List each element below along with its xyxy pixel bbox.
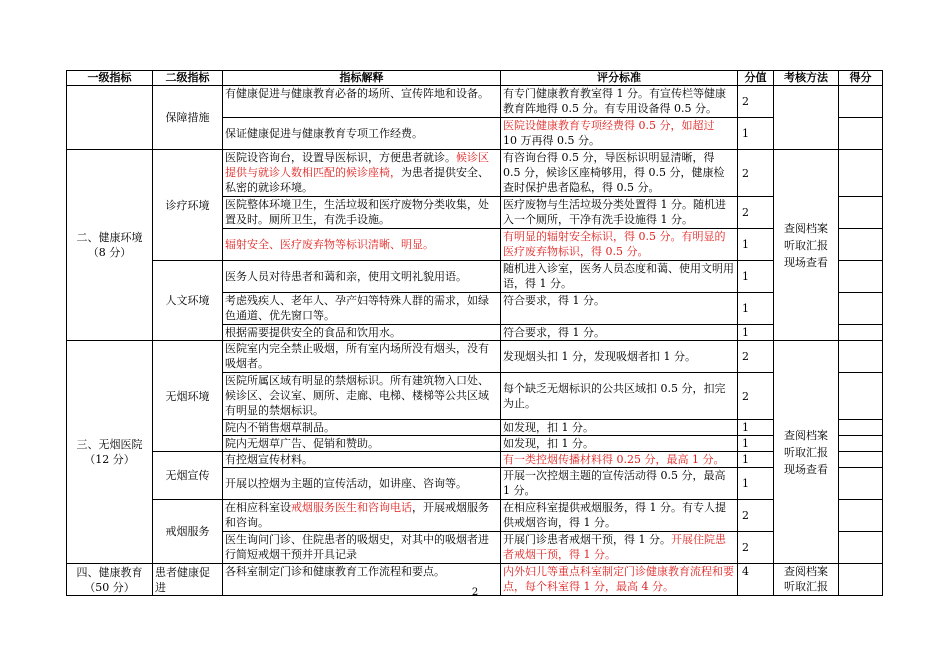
explanation-cell: 保证健康促进与健康教育专项工作经费。: [223, 118, 501, 150]
standard-cell: 发现烟头扣 1 分，发现吸烟者扣 1 分。: [501, 341, 738, 373]
explanation-highlight: 辐射安全、医疗废弃物等标识清晰、明显。: [225, 238, 434, 251]
level2-cell: 保障措施: [153, 86, 223, 150]
result-cell: [839, 293, 883, 325]
result-cell: [839, 373, 883, 420]
result-cell: [839, 341, 883, 373]
header-explanation: 指标解释: [223, 71, 501, 86]
score-cell: 1: [738, 468, 774, 500]
method-line: 现场查看: [784, 462, 828, 476]
standard-highlight: 医院设健康教育专项经费得 0.5 分，如超过: [503, 119, 715, 132]
level1-points: （50 分）: [84, 580, 135, 594]
standard-highlight: 开展住院患者戒烟干预，得 1 分。: [503, 533, 726, 561]
level1-points: （12 分）: [84, 453, 135, 466]
level2-cell: 戒烟服务: [153, 500, 223, 564]
score-cell: 2: [738, 150, 774, 197]
score-cell: 2: [738, 532, 774, 564]
standard-text: 10 万再得 0.5 分。: [503, 134, 600, 147]
level1-cell: [67, 150, 153, 341]
score-cell: 4: [738, 564, 774, 596]
method-line: 听取汇报: [784, 445, 828, 459]
standard-highlight: 内外妇儿等重点科室制定门诊健康教育流程和要点，每个科室得 1 分，最高 4 分。: [503, 565, 734, 593]
page-number: 2: [471, 587, 479, 598]
method-line: 听取汇报: [784, 580, 828, 593]
explanation-cell: 有健康促进与健康教育必备的场所、宣传阵地和设备。: [223, 86, 501, 118]
header-result: 得分: [839, 71, 883, 86]
explanation-cell: 开展以控烟为主题的宣传活动，如讲座、咨询等。: [223, 468, 501, 500]
standard-cell: 随机进入诊室，医务人员态度和蔼、使用文明用语，得 1 分。: [501, 261, 738, 293]
standard-cell: 如发现，扣 1 分。: [501, 420, 738, 436]
score-cell: 2: [738, 373, 774, 420]
score-cell: 2: [738, 500, 774, 532]
explanation-cell: 有控烟宣传材料。: [223, 452, 501, 468]
result-cell: [839, 197, 883, 229]
table-row: [67, 341, 883, 373]
explanation-text-tail: ，开展戒烟服务和咨询。: [225, 501, 489, 529]
method-cell: [774, 341, 839, 564]
explanation-cell: [223, 500, 501, 532]
standard-cell: 开展一次控烟主题的宣传活动得 0.5 分，最高 1 分。: [501, 468, 738, 500]
explanation-text: 在相应科室设: [225, 501, 291, 514]
standard-cell: [501, 229, 738, 261]
explanation-cell: 医院所属区域有明显的禁烟标识。所有建筑物入口处、候诊区、会议室、厕所、走廊、电梯、楼梯等公共区域有明显的禁烟标识。: [223, 373, 501, 420]
standard-cell: 医疗废物与生活垃圾分类处置得 1 分。随机进入一个厕所，干净有洗手设施得 1 分。: [501, 197, 738, 229]
method-line: 现场查看: [784, 255, 828, 269]
table-row: [67, 86, 883, 118]
result-cell: [839, 532, 883, 564]
level2-cell: 患者健康促进: [153, 564, 223, 596]
explanation-cell: 医务人员对待患者和蔼和亲，使用文明礼貌用语。: [223, 261, 501, 293]
result-cell: [839, 420, 883, 436]
standard-cell: 有专门健康教育教室得 1 分。有宣传栏等健康教育阵地得 0.5 分。有专用设备得 0.5 分。: [501, 86, 738, 118]
explanation-cell: 医院整体环境卫生，生活垃圾和医疗废物分类收集，处置及时。厕所卫生，有洗手设施。: [223, 197, 501, 229]
explanation-cell: [223, 150, 501, 197]
level2-cell: 人文环境: [153, 261, 223, 341]
explanation-cell: 医生询问门诊、住院患者的吸烟史，对其中的吸烟者进行简短戒烟干预并开具记录: [223, 532, 501, 564]
header-level1: 一级指标: [67, 71, 153, 86]
level2-cell: 诊疗环境: [153, 150, 223, 261]
score-cell: 1: [738, 261, 774, 293]
standard-cell: [501, 532, 738, 564]
result-cell: [839, 150, 883, 197]
evaluation-table: [66, 70, 883, 596]
result-cell: [839, 325, 883, 341]
table-row: [67, 150, 883, 197]
standard-cell: 在相应科室提供戒烟服务，得 1 分。有专人提供戒烟咨询，得 1 分。: [501, 500, 738, 532]
result-cell: [839, 452, 883, 468]
standard-cell: 符合要求，得 1 分。: [501, 325, 738, 341]
explanation-highlight: 候诊区提供与就诊人数相匹配的候诊座椅，: [225, 151, 489, 179]
result-cell: [839, 86, 883, 118]
explanation-cell: 考虑残疾人、老年人、孕产妇等特殊人群的需求，如绿色通道、优先窗口等。: [223, 293, 501, 325]
score-cell: 1: [738, 325, 774, 341]
method-line: 查阅档案: [784, 428, 828, 442]
header-method: 考核方法: [774, 71, 839, 86]
explanation-cell: 各科室制定门诊和健康教育工作流程和要点。: [223, 564, 501, 596]
method-cell: [774, 86, 839, 150]
result-cell: [839, 261, 883, 293]
explanation-cell: 根据需要提供安全的食品和饮用水。: [223, 325, 501, 341]
standard-text: 开展门诊患者戒烟干预，得 1 分。: [503, 533, 671, 546]
level1-label: 二、健康环境: [76, 231, 143, 244]
header-score: 分值: [738, 71, 774, 86]
method-line: 查阅档案: [784, 565, 828, 578]
result-cell: [839, 436, 883, 452]
explanation-text: 医院设咨询台，设置导医标识，方便患者就诊。: [225, 151, 456, 164]
method-cell: [774, 150, 839, 341]
explanation-highlight: 戒烟服务医生和咨询电话: [291, 501, 412, 514]
level1-points: （8 分）: [87, 246, 132, 259]
explanation-cell: 医院室内完全禁止吸烟，所有室内场所没有烟头，没有吸烟者。: [223, 341, 501, 373]
level1-cell: [67, 341, 153, 564]
score-cell: 2: [738, 197, 774, 229]
level1-label: 四、健康教育: [76, 565, 143, 579]
standard-highlight: 有明显的辐射安全标识，得 0.5 分。有明显的医疗废弃物标识，得 0.5 分。: [503, 230, 726, 258]
explanation-cell: 院内不销售烟草制品。: [223, 420, 501, 436]
standard-highlight: 有一类控烟传播材料得 0.25 分，最高 1 分。: [503, 453, 725, 466]
score-cell: 1: [738, 118, 774, 150]
header-level2: 二级指标: [153, 71, 223, 86]
standard-cell: 符合要求，得 1 分。: [501, 293, 738, 325]
explanation-cell: [223, 229, 501, 261]
standard-cell: 如发现，扣 1 分。: [501, 436, 738, 452]
score-cell: 2: [738, 341, 774, 373]
result-cell: [839, 500, 883, 532]
table-header-row: [67, 71, 883, 86]
explanation-cell: 院内无烟草广告、促销和赞助。: [223, 436, 501, 452]
score-cell: 2: [738, 86, 774, 118]
result-cell: [839, 229, 883, 261]
method-line: 查阅档案: [784, 221, 828, 235]
method-line: 听取汇报: [784, 238, 828, 252]
score-cell: 1: [738, 229, 774, 261]
explanation-text-tail: 为患者提供安全、私密的就诊环境。: [225, 166, 489, 194]
score-cell: 1: [738, 420, 774, 436]
score-cell: 1: [738, 436, 774, 452]
standard-cell: [501, 118, 738, 150]
score-cell: 1: [738, 452, 774, 468]
table-row: [67, 261, 883, 293]
score-cell: 1: [738, 293, 774, 325]
table-row: [67, 452, 883, 468]
result-cell: [839, 118, 883, 150]
level2-cell: 无烟环境: [153, 341, 223, 452]
header-standard: 评分标准: [501, 71, 738, 86]
standard-cell: 每个缺乏无烟标识的公共区域扣 0.5 分，扣完为止。: [501, 373, 738, 420]
table-row: [67, 500, 883, 532]
level1-cell: [67, 86, 153, 150]
standard-cell: 有咨询台得 0.5 分，导医标识明显清晰，得 0.5 分，候诊区座椅够用，得 0.5 分，健康检查时保护患者隐私，得 0.5 分。: [501, 150, 738, 197]
result-cell: [839, 468, 883, 500]
standard-cell: [501, 452, 738, 468]
level2-cell: 无烟宣传: [153, 452, 223, 500]
level1-label: 三、无烟医院: [76, 438, 143, 451]
